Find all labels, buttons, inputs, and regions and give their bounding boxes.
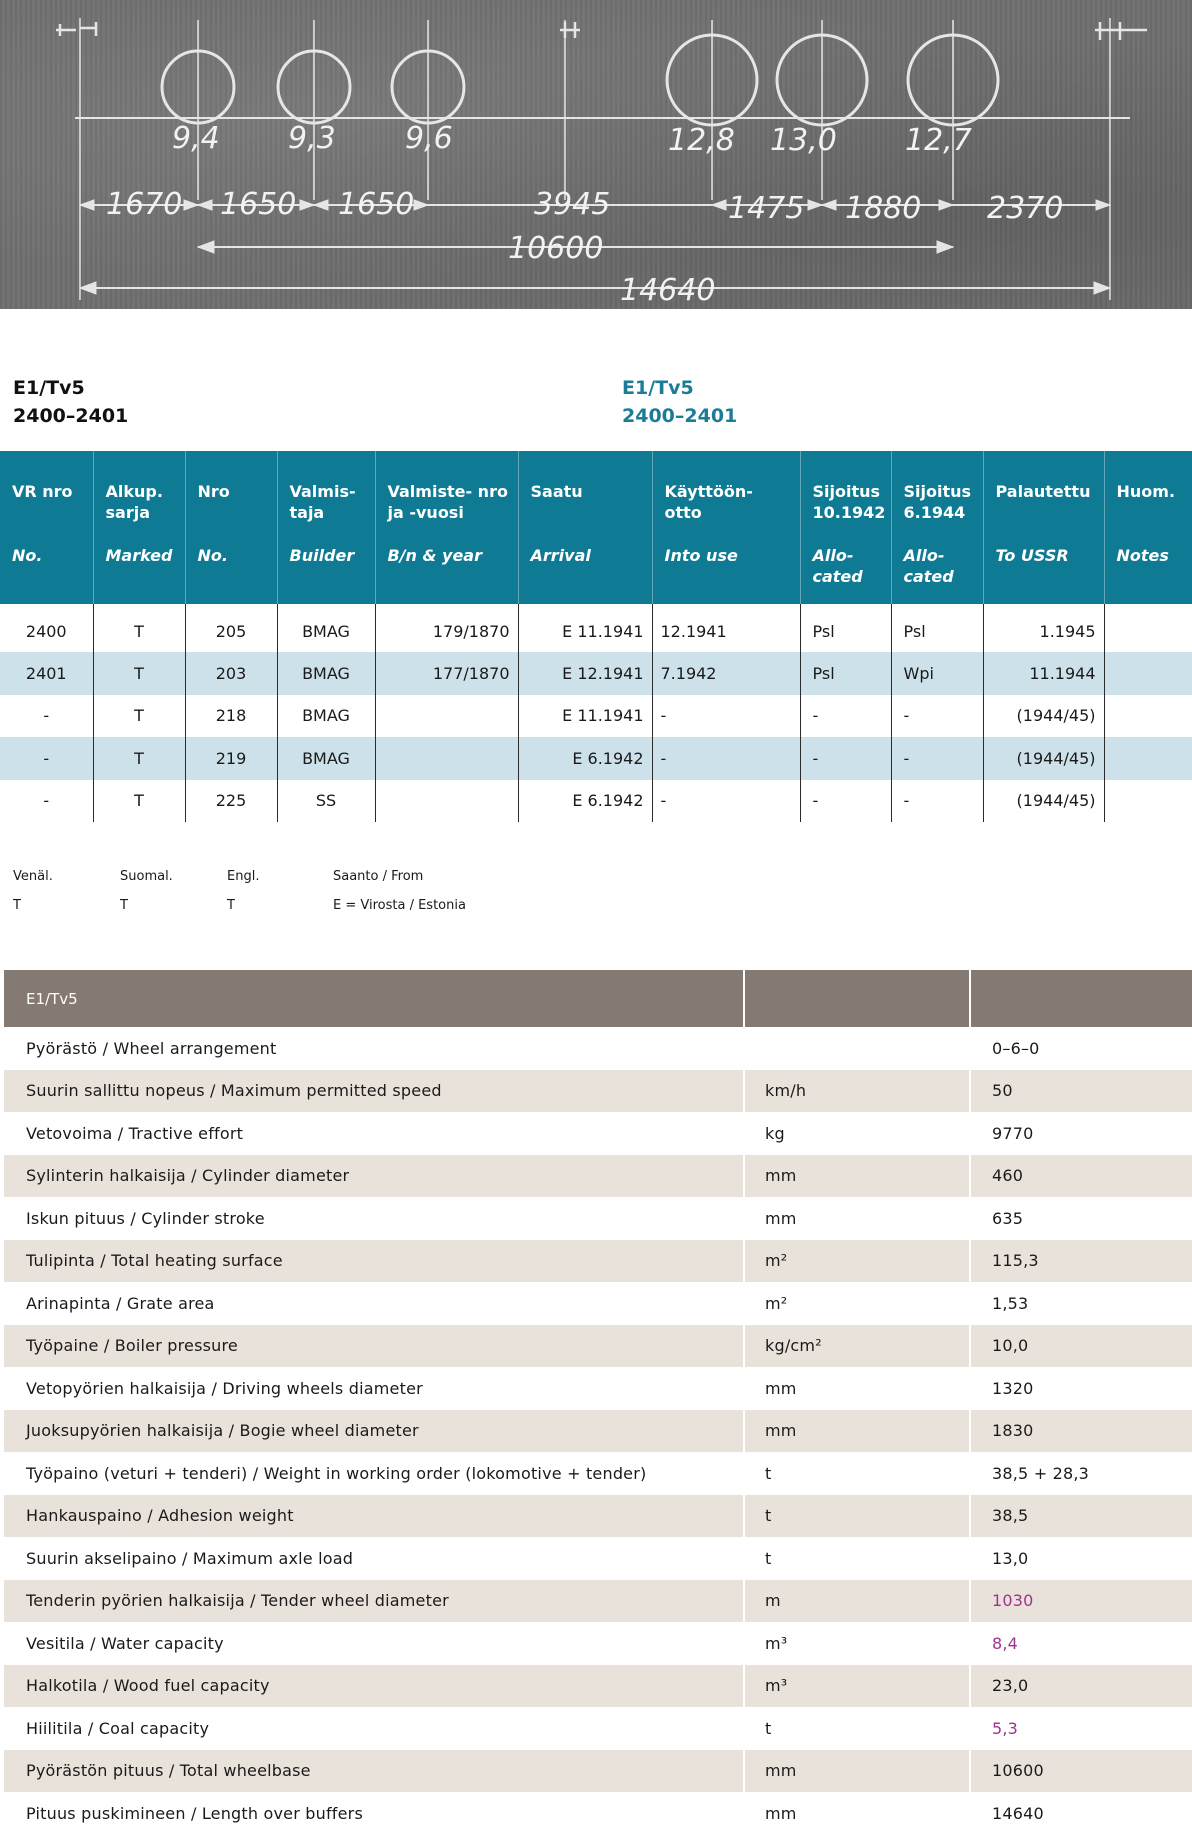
spec-header-row <box>4 970 1192 1027</box>
spec-value: 23,0 <box>970 1665 1192 1708</box>
spec-unit <box>744 1027 970 1070</box>
cell-allocated-1942: - <box>800 780 891 823</box>
cell-allocated-1944: - <box>891 695 983 738</box>
spec-row <box>4 1410 1192 1453</box>
heading-right-class: E1/Tv5 <box>622 377 694 399</box>
spec-value: 13,0 <box>992 1548 1029 1568</box>
col-builder: Valmis- taja Builder <box>277 451 375 604</box>
locomotive-table <box>0 451 1192 822</box>
wheel-weight-2: 9,3 <box>288 121 336 156</box>
legend-values <box>13 891 466 920</box>
cell-series: T <box>93 737 185 780</box>
dim-2370: 2370 <box>987 191 1064 226</box>
dim-1475: 1475 <box>728 191 805 226</box>
spec-value: 115,3 <box>970 1240 1192 1283</box>
table-row <box>0 652 1192 695</box>
cell-bn-year <box>375 737 518 780</box>
cell-arrival: E 11.1941 <box>518 695 652 738</box>
cell-to-ussr: (1944/45) <box>983 780 1104 823</box>
spec-unit: t <box>744 1495 970 1538</box>
table-header-row <box>0 451 1192 604</box>
spec-unit: kg <box>744 1112 970 1155</box>
heading-left <box>13 374 128 430</box>
table-row <box>0 604 1192 652</box>
spec-unit: m <box>744 1580 970 1623</box>
spec-value: 1320 <box>992 1378 1034 1398</box>
spec-unit: t <box>744 1452 970 1495</box>
spec-row <box>4 1240 1192 1283</box>
heading-left-numbers: 2400–2401 <box>13 405 129 427</box>
cell-bn-year: 179/1870 <box>375 604 518 652</box>
cell-arrival: E 6.1942 <box>518 737 652 780</box>
legend-value-finnish: T <box>120 898 128 913</box>
cell-into-use: - <box>652 695 800 738</box>
spec-unit: mm <box>744 1792 970 1835</box>
legend-label-russian: Venäl. <box>13 869 53 884</box>
spec-label: Pyörästö / Wheel arrangement <box>4 1027 744 1070</box>
spec-label: Hankauspaino / Adhesion weight <box>4 1495 744 1538</box>
cell-vr-nro: - <box>0 780 93 823</box>
table-row <box>0 780 1192 823</box>
cell-nro: 205 <box>185 604 277 652</box>
cell-to-ussr: 1.1945 <box>983 604 1104 652</box>
col-allocated-1944: Sijoitus 6.1944 Allo- cated <box>891 451 983 604</box>
spec-value: 5,3 <box>992 1718 1019 1738</box>
cell-builder: SS <box>277 780 375 823</box>
legend-value-english: T <box>227 898 235 913</box>
legend-labels <box>13 862 466 891</box>
table-row <box>0 695 1192 738</box>
col-vr-nro: VR nro No. <box>0 451 93 604</box>
spec-unit: t <box>744 1707 970 1750</box>
cell-vr-nro: 2400 <box>0 604 93 652</box>
col-arrival: Saatu Arrival <box>518 451 652 604</box>
cell-bn-year <box>375 695 518 738</box>
cell-vr-nro: - <box>0 695 93 738</box>
cell-series: T <box>93 780 185 823</box>
spec-row <box>4 1155 1192 1198</box>
cell-series: T <box>93 652 185 695</box>
wheel-weight-3: 9,6 <box>405 121 453 156</box>
spec-row <box>4 1537 1192 1580</box>
cell-builder: BMAG <box>277 737 375 780</box>
spec-label: Hiilitila / Coal capacity <box>4 1707 744 1750</box>
spec-row <box>4 1325 1192 1368</box>
spec-unit: mm <box>744 1750 970 1793</box>
spec-unit: mm <box>744 1367 970 1410</box>
spec-row <box>4 1027 1192 1070</box>
cell-series: T <box>93 604 185 652</box>
drawing-svg <box>0 0 1192 309</box>
dim-1650-b: 1650 <box>338 187 415 222</box>
cell-allocated-1942: Psl <box>800 604 891 652</box>
cell-allocated-1942: - <box>800 695 891 738</box>
dim-1670: 1670 <box>106 187 183 222</box>
spec-value: 10,0 <box>970 1325 1192 1368</box>
col-into-use: Käyttöön- otto Into use <box>652 451 800 604</box>
cell-series: T <box>93 695 185 738</box>
spec-label: Arinapinta / Grate area <box>4 1282 744 1325</box>
dim-1650-a: 1650 <box>220 187 297 222</box>
cell-to-ussr: (1944/45) <box>983 737 1104 780</box>
spec-value: 1,53 <box>992 1293 1029 1313</box>
cell-allocated-1944: Wpi <box>891 652 983 695</box>
dim-10600: 10600 <box>508 231 604 266</box>
legend-value-source: E = Virosta / Estonia <box>333 898 466 913</box>
spec-value: 9770 <box>992 1123 1034 1143</box>
spec-label: Halkotila / Wood fuel capacity <box>4 1665 744 1708</box>
dim-1880: 1880 <box>845 191 922 226</box>
dim-14640: 14640 <box>620 273 716 308</box>
spec-row <box>4 1452 1192 1495</box>
cell-notes <box>1104 695 1192 738</box>
spec-label: Työpaine / Boiler pressure <box>4 1325 744 1368</box>
spec-value: 38,5 + 28,3 <box>992 1463 1090 1483</box>
cell-notes <box>1104 737 1192 780</box>
wheel-weight-6: 12,7 <box>905 123 972 158</box>
spec-unit: mm <box>744 1197 970 1240</box>
specification-table <box>4 970 1192 1835</box>
spec-row <box>4 1070 1192 1113</box>
col-notes: Huom. Notes <box>1104 451 1192 604</box>
spec-label: Sylinterin halkaisija / Cylinder diameter <box>4 1155 744 1198</box>
wheel-weight-4: 12,8 <box>668 123 735 158</box>
wheel-weight-5: 13,0 <box>770 123 837 158</box>
cell-vr-nro: 2401 <box>0 652 93 695</box>
col-to-ussr: Palautettu To USSR <box>983 451 1104 604</box>
spec-label: Juoksupyörien halkaisija / Bogie wheel diameter <box>4 1410 744 1453</box>
spec-label: Pituus puskimineen / Length over buffers <box>4 1792 744 1835</box>
spec-unit: m² <box>744 1282 970 1325</box>
cell-allocated-1944: - <box>891 780 983 823</box>
spec-row <box>4 1112 1192 1155</box>
spec-value: 8,4 <box>992 1633 1019 1653</box>
legend <box>13 862 466 920</box>
cell-bn-year <box>375 780 518 823</box>
spec-label: Vesitila / Water capacity <box>4 1622 744 1665</box>
cell-into-use: - <box>652 780 800 823</box>
cell-arrival: E 11.1941 <box>518 604 652 652</box>
cell-nro: 219 <box>185 737 277 780</box>
cell-builder: BMAG <box>277 695 375 738</box>
wheelbase-drawing <box>0 0 1192 309</box>
spec-unit: t <box>744 1537 970 1580</box>
spec-unit: mm <box>744 1410 970 1453</box>
spec-label: Vetovoima / Tractive effort <box>4 1112 744 1155</box>
cell-arrival: E 12.1941 <box>518 652 652 695</box>
cell-allocated-1944: Psl <box>891 604 983 652</box>
spec-unit: kg/cm² <box>744 1325 970 1368</box>
cell-nro: 203 <box>185 652 277 695</box>
spec-value: 1830 <box>970 1410 1192 1453</box>
spec-unit: mm <box>744 1155 970 1198</box>
cell-allocated-1942: Psl <box>800 652 891 695</box>
spec-label: Suurin akselipaino / Maximum axle load <box>4 1537 744 1580</box>
spec-value: 460 <box>970 1155 1192 1198</box>
cell-arrival: E 6.1942 <box>518 780 652 823</box>
spec-label: Iskun pituus / Cylinder stroke <box>4 1197 744 1240</box>
spec-unit: m³ <box>744 1665 970 1708</box>
spec-row <box>4 1622 1192 1665</box>
cell-bn-year: 177/1870 <box>375 652 518 695</box>
spec-unit: m³ <box>744 1622 970 1665</box>
spec-label: Vetopyörien halkaisija / Driving wheels diameter <box>4 1367 744 1410</box>
spec-row <box>4 1792 1192 1835</box>
spec-value: 10600 <box>970 1750 1192 1793</box>
cell-notes <box>1104 652 1192 695</box>
spec-header-unit <box>744 970 970 1027</box>
spec-row <box>4 1750 1192 1793</box>
cell-into-use: 7.1942 <box>652 652 800 695</box>
spec-title: E1/Tv5 <box>4 970 744 1027</box>
spec-row <box>4 1580 1192 1623</box>
cell-builder: BMAG <box>277 652 375 695</box>
cell-allocated-1944: - <box>891 737 983 780</box>
cell-allocated-1942: - <box>800 737 891 780</box>
spec-row <box>4 1707 1192 1750</box>
spec-label: Tenderin pyörien halkaisija / Tender wheel diameter <box>4 1580 744 1623</box>
spec-label: Työpaino (veturi + tenderi) / Weight in working order (lokomotive + tender) <box>4 1452 744 1495</box>
spec-body <box>4 1027 1192 1835</box>
spec-label: Tulipinta / Total heating surface <box>4 1240 744 1283</box>
spec-value: 0–6–0 <box>992 1038 1040 1058</box>
spec-row <box>4 1495 1192 1538</box>
spec-header-value <box>970 970 1192 1027</box>
col-bn-year: Valmiste- nro ja -vuosi B/n & year <box>375 451 518 604</box>
wheel-weight-1: 9,4 <box>172 121 220 156</box>
spec-unit: m² <box>744 1240 970 1283</box>
cell-into-use: - <box>652 737 800 780</box>
cell-to-ussr: (1944/45) <box>983 695 1104 738</box>
spec-value: 50 <box>970 1070 1192 1113</box>
spec-unit: km/h <box>744 1070 970 1113</box>
legend-label-finnish: Suomal. <box>120 869 173 884</box>
heading-right-numbers: 2400–2401 <box>622 405 738 427</box>
spec-row <box>4 1197 1192 1240</box>
cell-into-use: 12.1941 <box>652 604 800 652</box>
spec-value: 635 <box>992 1208 1024 1228</box>
spec-label: Suurin sallittu nopeus / Maximum permitted speed <box>4 1070 744 1113</box>
legend-label-source: Saanto / From <box>333 869 424 884</box>
spec-row <box>4 1367 1192 1410</box>
cell-nro: 225 <box>185 780 277 823</box>
cell-builder: BMAG <box>277 604 375 652</box>
heading-left-class: E1/Tv5 <box>13 377 85 399</box>
spec-row <box>4 1665 1192 1708</box>
col-nro: Nro No. <box>185 451 277 604</box>
heading-right <box>622 374 737 430</box>
col-alkup-sarja: Alkup. sarja Marked <box>93 451 185 604</box>
spec-label: Pyörästön pituus / Total wheelbase <box>4 1750 744 1793</box>
col-allocated-1942: Sijoitus 10.1942 Allo- cated <box>800 451 891 604</box>
dim-3945: 3945 <box>534 187 611 222</box>
cell-notes <box>1104 604 1192 652</box>
spec-row <box>4 1282 1192 1325</box>
cell-nro: 218 <box>185 695 277 738</box>
spec-value: 1030 <box>970 1580 1192 1623</box>
cell-notes <box>1104 780 1192 823</box>
cell-to-ussr: 11.1944 <box>983 652 1104 695</box>
legend-value-russian: T <box>13 898 21 913</box>
table-row <box>0 737 1192 780</box>
cell-vr-nro: - <box>0 737 93 780</box>
legend-label-english: Engl. <box>227 869 260 884</box>
spec-value: 14640 <box>992 1803 1044 1823</box>
spec-value: 38,5 <box>970 1495 1192 1538</box>
